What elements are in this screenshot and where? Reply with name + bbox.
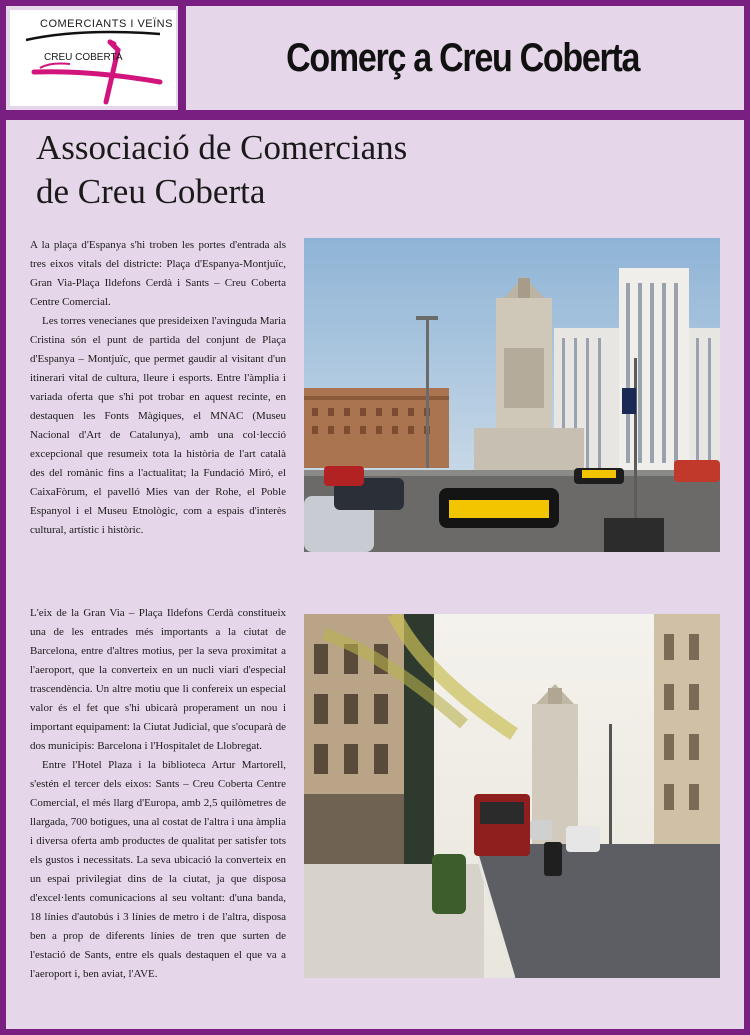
page-title: Comerç a Creu Coberta <box>286 35 640 80</box>
association-logo <box>10 10 176 106</box>
logo-top-text: COMERCIANTS I VEÏNS <box>40 18 173 30</box>
section2-paragraph2: Entre l'Hotel Plaza i la biblioteca Artur Martorell, s'estén el tercer dels eixos: Sants – Creu Coberta Centre Comercial, el més llarg d'Europa, amb 2,5 quilòmetres de llargada, 700 botigues, una al costat de l'altra i una àmplia i diversa oferta amb productes de qualitat per satisfer tots els gustos i necessitats. La seva ubicació la converteix en un espai privilegiat dins de la ciutat, ja que disposa d'excel·lents comunicacions al seu voltant: d'una banda, 18 línies d'autobús i 3 línies de metro i de l'altra, disposa ben a prop de diferents línies de tren que surten de l'estació de Sants, entre els quals destaquen el que va a l'aeroport i, ben aviat, l'AVE. <box>30 759 286 980</box>
creu-coberta-street-photo <box>304 614 720 978</box>
section1-paragraph1: A la plaça d'Espanya s'hi troben les portes d'entrada als tres eixos vitals del districte: Plaça d'Espanya-Montjuïc, Gran Via-Plaça Ildefons Cerdà i Sants – Creu Coberta Centre Comercial. <box>30 239 286 308</box>
section2-paragraph1: L'eix de la Gran Via – Plaça Ildefons Cerdà constitueix una de les entrades més importants a la ciutat de Barcelona, entre d'altres motius, per la seva proximitat a l'aeroport, que la converteix en un nucli viari d'especial trascendència. Un altre motiu que li confereix un especial valor és el fet que s'hi ubicarà properament un nou i important equipament: la Ciutat Judicial, que s'ocuparà de dos municipis: Barcelona i l'Hospitalet de Llobregat. <box>30 607 286 752</box>
article-heading <box>36 126 716 214</box>
section2-text <box>30 604 286 984</box>
article-heading-line1: Associació de Comercians <box>36 128 408 167</box>
plaza-espanya-photo <box>304 238 720 552</box>
article-heading-line2: de Creu Coberta <box>36 172 266 211</box>
header-divider <box>178 6 186 110</box>
section1-paragraph2: Les torres venecianes que presideixen l'avinguda Maria Cristina són el punt de partida del conjunt de Plaça d'Espanya – Montjuïc, que permet gaudir al visitant d'un itinerari vital de cultura, lleure i esports. Entre l'àmplia i variada oferta que s'hi pot trobar en aquest recinte, en destaquen les Fonts Màgiques, el MNAC (Museu Nacional d'Art de Catalunya), amb una col·lecció excepcional que resumeix tota la història de l'art català des del romànic fins a l'actualitat; la Fundació Miró, el CaixaFòrum, el pavelló Mies van der Rohe, el Poble Espanyol i el Museu Etnològic, com a espais d'interès cultural, artístic i històric. <box>30 315 286 536</box>
title-box <box>186 10 740 106</box>
header-band <box>0 110 750 120</box>
section1-text <box>30 236 286 540</box>
page-header <box>6 6 744 110</box>
logo-bottom-text: CREU COBERTA <box>44 52 123 63</box>
